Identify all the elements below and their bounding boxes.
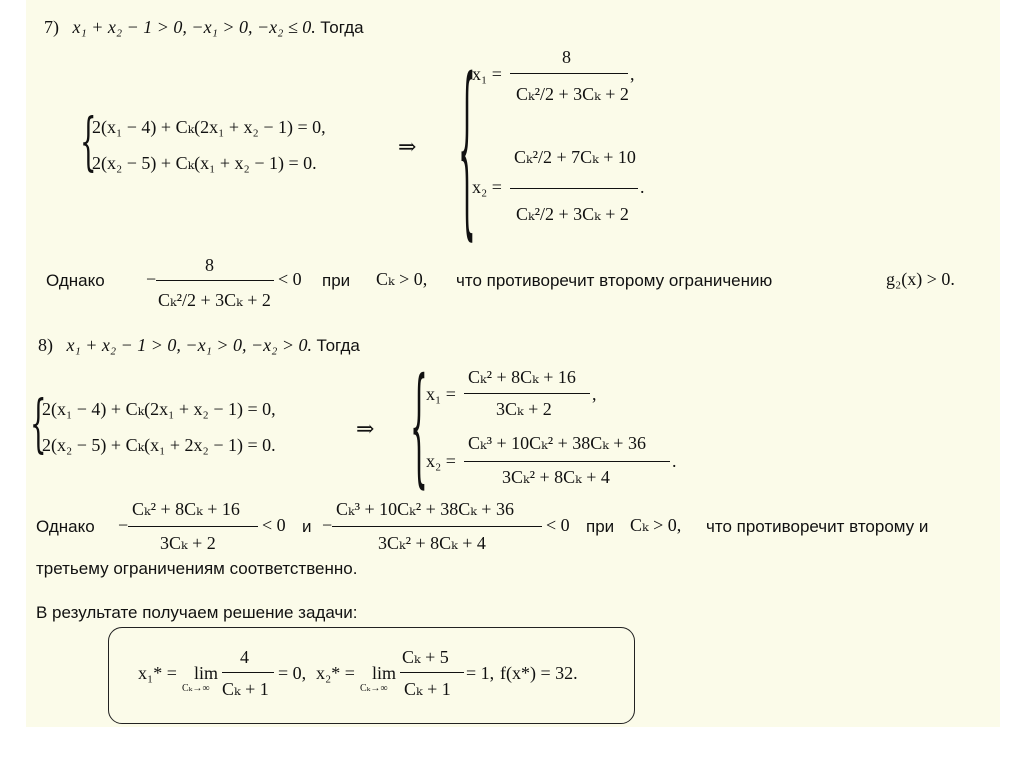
case8-f2-den: 3Cₖ² + 8Cₖ + 4 xyxy=(378,533,486,553)
case7-contradiction: что противоречит второму ограничению xyxy=(456,271,773,290)
result-intro: В результате получаем решение задачи: xyxy=(36,603,358,622)
case7-x2-den: Cₖ²/2 + 3Cₖ + 2 xyxy=(516,204,629,224)
case8-lt0-b: < 0 xyxy=(546,515,570,535)
case8-x1-num: Cₖ² + 8Cₖ + 16 xyxy=(468,367,576,387)
case7-number: 7) xyxy=(44,17,59,37)
result-lim1-sub: Cₖ→∞ xyxy=(182,683,210,694)
case8-when: при xyxy=(586,517,615,536)
case8-then: Тогда xyxy=(316,336,360,355)
case8-x2-num: Cₖ³ + 10Cₖ² + 38Cₖ + 36 xyxy=(468,433,646,453)
case8-contradiction: что противоречит второму и xyxy=(706,517,929,536)
result-x1-star: x₁* = xyxy=(138,663,177,683)
case7-system-brace: { xyxy=(80,108,97,180)
case8-system-brace: { xyxy=(30,390,47,462)
result-r2-val: = 1, xyxy=(466,663,495,683)
case7-neg-den: Cₖ²/2 + 3Cₖ + 2 xyxy=(158,290,271,310)
result-lim2: lim xyxy=(372,663,397,683)
case8-sys-eq2: 2(x₂ − 5) + Cₖ(x₁ + 2x₂ − 1) = 0. xyxy=(42,435,276,455)
result-r1-den: Cₖ + 1 xyxy=(222,679,269,699)
case7-then: Тогда xyxy=(320,18,364,37)
case7-x2-lhs: x₂ = xyxy=(472,177,502,197)
case7-however: Однако xyxy=(46,271,105,290)
result-lim2-sub: Cₖ→∞ xyxy=(360,683,388,694)
case8-x1-end: , xyxy=(592,384,597,404)
case8-and: и xyxy=(302,517,312,536)
case7-implies-arrow: ⇒ xyxy=(398,134,417,159)
result-lim1: lim xyxy=(194,663,219,683)
case8-ck-pos: Cₖ > 0, xyxy=(630,515,682,535)
result-f-value: f(x*) = 32. xyxy=(500,663,578,683)
case8-f1-num: Cₖ² + 8Cₖ + 16 xyxy=(132,499,240,519)
case7-x2-bar xyxy=(510,188,638,189)
case7-neg-sign: − xyxy=(146,269,157,289)
case8-x2-lhs: x₂ = xyxy=(426,451,456,471)
case7-x1-num: 8 xyxy=(562,47,571,67)
case8-lt0-a: < 0 xyxy=(262,515,286,535)
case7-g2: g₂(x) > 0. xyxy=(886,269,955,289)
case8-implies-arrow: ⇒ xyxy=(356,416,375,441)
result-r1-val: = 0, xyxy=(278,663,307,683)
case7-heading xyxy=(44,18,364,36)
result-r2-den: Cₖ + 1 xyxy=(404,679,451,699)
case8-contradiction-2: третьему ограничениям соответственно. xyxy=(36,559,358,578)
case8-solution-brace: { xyxy=(410,350,428,502)
result-r1-num: 4 xyxy=(240,647,249,667)
case8-x2-end: . xyxy=(672,451,677,471)
case7-sys-eq2: 2(x₂ − 5) + Cₖ(x₁ + x₂ − 1) = 0. xyxy=(92,153,317,173)
case8-neg-sign-1: − xyxy=(118,515,129,535)
case8-f2-bar xyxy=(332,526,542,527)
case7-x2-num: Cₖ²/2 + 7Cₖ + 10 xyxy=(514,147,636,167)
result-r2-bar xyxy=(400,672,464,673)
case7-when: при xyxy=(322,271,351,290)
case8-neg-sign-2: − xyxy=(322,515,333,535)
case8-x2-bar xyxy=(464,461,670,462)
result-r2-num: Cₖ + 5 xyxy=(402,647,449,667)
case8-number: 8) xyxy=(38,335,53,355)
case8-heading xyxy=(38,336,360,354)
case8-f2-num: Cₖ³ + 10Cₖ² + 38Cₖ + 36 xyxy=(336,499,514,519)
case7-x1-end: , xyxy=(630,64,635,84)
case7-conditions: x₁ + x₂ − 1 > 0, −x₁ > 0, −x₂ ≤ 0. xyxy=(72,17,316,37)
result-r1-bar xyxy=(222,672,274,673)
case8-conditions: x₁ + x₂ − 1 > 0, −x₁ > 0, −x₂ > 0. xyxy=(66,335,313,355)
case7-neg-bar xyxy=(156,280,274,281)
case7-neg-num: 8 xyxy=(205,255,214,275)
case7-x1-den: Cₖ²/2 + 3Cₖ + 2 xyxy=(516,84,629,104)
case7-x1-lhs: x₁ = xyxy=(472,64,502,84)
case8-x1-lhs: x₁ = xyxy=(426,384,456,404)
case7-ck-pos: Cₖ > 0, xyxy=(376,269,428,289)
case8-f1-den: 3Cₖ + 2 xyxy=(160,533,216,553)
case8-x1-bar xyxy=(464,393,590,394)
case7-solution-brace: { xyxy=(458,38,476,260)
case7-x2-end: . xyxy=(640,177,645,197)
case8-however: Однако xyxy=(36,517,95,536)
case8-f1-bar xyxy=(128,526,258,527)
case7-x1-bar xyxy=(510,73,628,74)
case8-x1-den: 3Cₖ + 2 xyxy=(496,399,552,419)
case8-sys-eq1: 2(x₁ − 4) + Cₖ(2x₁ + x₂ − 1) = 0, xyxy=(42,399,276,419)
case7-sys-eq1: 2(x₁ − 4) + Cₖ(2x₁ + x₂ − 1) = 0, xyxy=(92,117,326,137)
result-x2-star: x₂* = xyxy=(316,663,355,683)
case8-x2-den: 3Cₖ² + 8Cₖ + 4 xyxy=(502,467,610,487)
case7-lt-zero: < 0 xyxy=(278,269,302,289)
